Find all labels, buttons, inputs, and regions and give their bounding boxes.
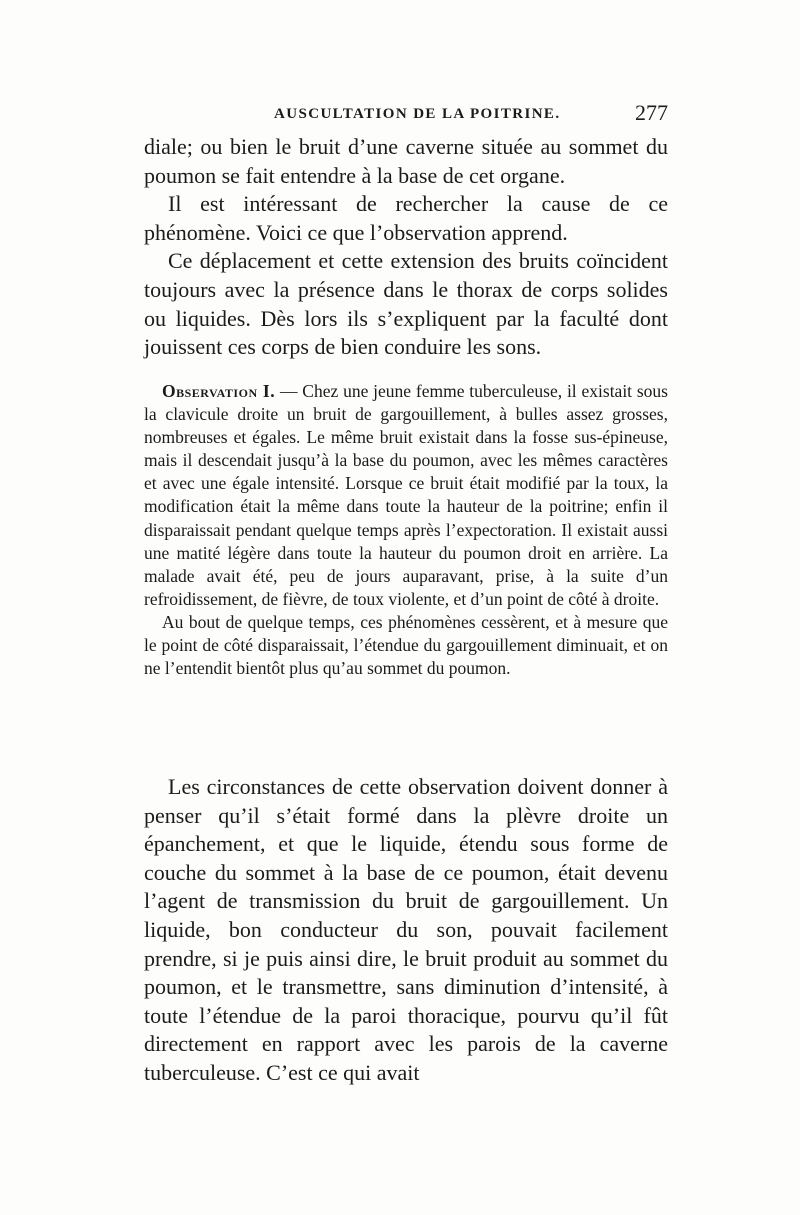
running-title: AUSCULTATION DE LA POITRINE.	[274, 106, 561, 122]
observation-text: — Chez une jeune femme tuberculeuse, il existait sous la clavicule droite un bruit de gargouillement, à bulles assez grosses, nombreuses et égales. Le même bruit existait dans la fosse sus-épineuse, mais il descendait jusqu’à la base du poumon, avec les mêmes caractères et avec une égale intensité. Lorsque ce bruit était modifié par la toux, la modification était la même dans toute la hauteur de la poitrine; enfin il disparaissait pendant quelque temps après l’expectoration. Il existait aussi une matité légère dans toute la hauteur du poumon droit en arrière. La malade avait été, peu de jours auparavant, prise, à la suite d’un refroidissement, de fièvre, de toux violente, et d’un point de côté à droite.	[144, 381, 668, 609]
main-text-lower	[144, 773, 668, 1088]
observation-label: Observation I.	[162, 381, 276, 401]
paragraph-displacement: Ce déplacement et cette extension des bruits coïncident toujours avec la présence dans le thorax de corps solides ou liquides. Dès lors ils s’expliquent par la faculté dont jouissent ces corps de bien conduire les sons.	[144, 248, 668, 360]
page-number: 277	[635, 100, 668, 125]
paragraph-conclusion: Les circonstances de cette observation doivent donner à penser qu’il s’était formé dans la plèvre droite un épanchement, et que le liquide, étendu sous forme de couche du sommet à la base de ce poumon, était devenu l’agent de transmission du bruit de gargouillement. Un liquide, bon conducteur du son, pouvait facilement prendre, si je puis ainsi dire, le bruit produit au sommet du poumon, et le transmettre, sans diminution d’intensité, à toute l’étendue de la paroi thoracique, pourvu qu’il fût directement en rapport avec les parois de la caverne tuberculeuse. C’est ce qui avait	[144, 774, 668, 1085]
paragraph-cause: Il est intéressant de rechercher la cause de ce phénomène. Voici ce que l’observation apprend.	[144, 191, 668, 245]
observation-followup: Au bout de quelque temps, ces phénomènes cessèrent, et à mesure que le point de côté disparaissait, l’étendue du gargouillement diminuait, et on ne l’entendit bientôt plus qu’au sommet du poumon.	[144, 611, 668, 679]
page-header	[144, 100, 668, 130]
observation-paragraph	[144, 380, 668, 611]
main-text-upper	[144, 133, 668, 362]
paragraph-continuation: diale; ou bien le bruit d’une caverne située au sommet du poumon se fait entendre à la base de cet organe.	[144, 134, 668, 188]
observation-block	[144, 380, 668, 680]
